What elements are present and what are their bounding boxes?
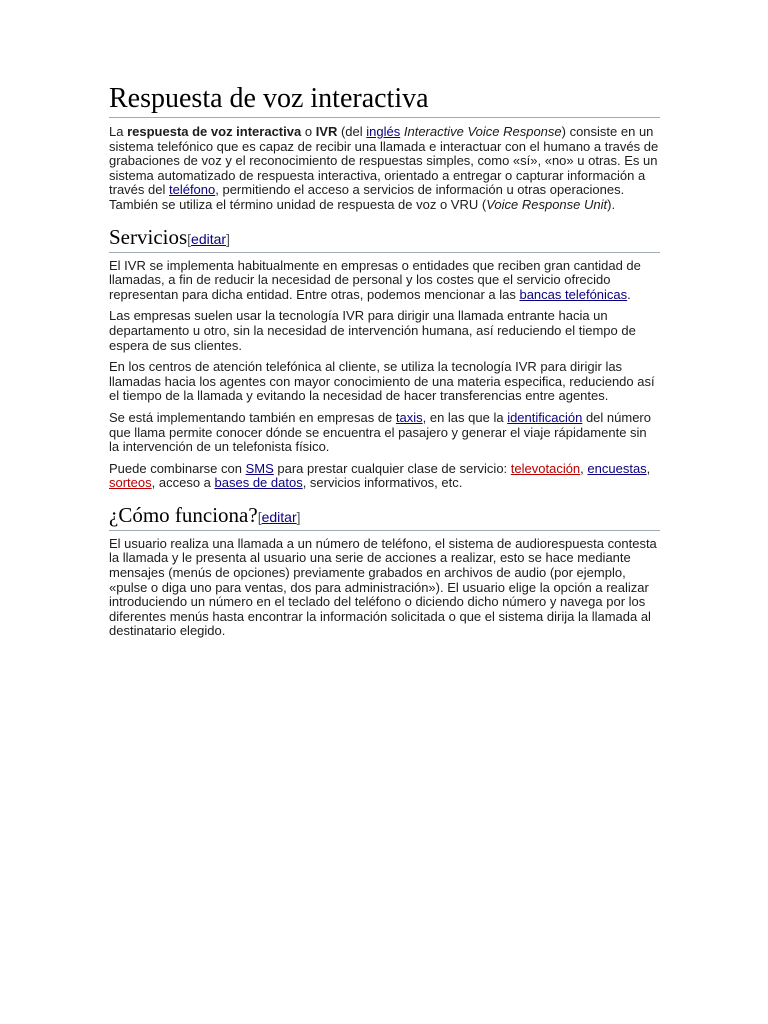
- link-sms[interactable]: SMS: [245, 460, 274, 476]
- bold-term: respuesta de voz interactiva: [127, 124, 302, 139]
- italic-term: Voice Response Unit: [486, 196, 608, 212]
- heading-text: ¿Cómo funciona?: [109, 502, 258, 527]
- edit-link[interactable]: editar: [261, 508, 297, 525]
- text: El IVR se implementa habitualmente en empresas o entidades que reciben gran cantidad de llamadas, a fin de reducir la necesidad de personal y los costes que el servicio ofrecido representan para dicha entidad. Entre otras, podemos mencionar a las: [109, 257, 641, 302]
- link-identificacion[interactable]: identificación: [507, 409, 583, 425]
- link-televotacion[interactable]: televotación: [510, 460, 581, 476]
- section-heading-servicios: [109, 225, 660, 253]
- paragraph: [109, 411, 660, 455]
- paragraph: En los centros de atención telefónica al cliente, se utiliza la tecnología IVR para dirigir las llamadas hacia los agentes con mayor conocimiento de una materia especifica, reduciendo así el tiempo de la llamada y evitando la necesidad de hacer transferencias entre agentes.: [109, 359, 655, 404]
- text: (del: [337, 124, 367, 139]
- bracket: ]: [226, 230, 230, 247]
- text: , permitiendo el acceso a servicios de información u otras operaciones. También se utiliza el término unidad de respuesta de voz o VRU (: [109, 182, 625, 212]
- text: , en las que la: [422, 409, 508, 425]
- edit-section: [187, 231, 230, 247]
- text: Puede combinarse con: [109, 460, 246, 476]
- text: o: [301, 124, 316, 139]
- link-encuestas[interactable]: encuestas: [587, 460, 647, 476]
- link-bancas-telefonicas[interactable]: bancas telefónicas: [519, 286, 628, 302]
- link-taxis[interactable]: taxis: [395, 409, 423, 425]
- paragraph: Las empresas suelen usar la tecnología IVR para dirigir una llamada entrante hacia un departamento u otro, sin la necesidad de intervención humana, así reduciendo el tiempo de espera de sus clientes.: [109, 308, 636, 353]
- edit-section: [258, 509, 301, 525]
- intro-paragraph: [109, 125, 660, 213]
- section-heading-como-funciona: [109, 503, 660, 531]
- heading-text: Servicios: [109, 224, 188, 249]
- text: ,: [646, 460, 651, 476]
- text: Se está implementando también en empresas de: [109, 409, 396, 425]
- text: , servicios informativos, etc.: [302, 475, 463, 491]
- italic-term: Interactive Voice Response: [403, 124, 562, 139]
- edit-link[interactable]: editar: [191, 230, 227, 247]
- link-bases-de-datos[interactable]: bases de datos: [214, 475, 303, 491]
- text: del número que llama permite conocer dónde se encuentra el pasajero y generar el viaje rápidamente sin la intervención de un telefonista físico.: [109, 409, 651, 455]
- text: ,: [580, 460, 588, 476]
- bracket: [: [187, 230, 192, 247]
- paragraph: [109, 259, 660, 303]
- text: para prestar cualquier clase de servicio:: [273, 460, 511, 476]
- link-ingles[interactable]: inglés: [366, 124, 401, 139]
- text: .: [627, 286, 631, 302]
- paragraph: [109, 462, 660, 491]
- text: ) consiste en un sistema telefónico que es capaz de recibir una llamada e interactuar con el humano a través de grabaciones de voz y el reconocimiento de respuestas simples, como «sí», «no» u otras. Es un sistema automatizado de respuesta interactiva, orientado a entregar o capturar información a través del: [109, 124, 659, 198]
- bold-acronym: IVR: [315, 124, 338, 139]
- text: , acceso a: [151, 475, 215, 491]
- text: ).: [607, 196, 616, 212]
- page-title: Respuesta de voz interactiva: [109, 82, 660, 118]
- text: La: [109, 124, 128, 139]
- paragraph: El usuario realiza una llamada a un número de teléfono, el sistema de audiorespuesta contesta la llamada y le presenta al usuario una serie de acciones a realizar, esto se hace mediante mensajes (menús de opciones) previamente grabados en archivos de audio (por ejemplo, «pulse o diga uno para ventas, dos para administración»). El usuario elige la opción a realizar introduciendo un número en el teclado del teléfono o diciendo dicho número y navega por los diferentes menús hasta encontrar la información solicitada o que el sistema dirija la llamada al destinatario elegido.: [109, 535, 657, 639]
- bracket: [: [257, 508, 262, 525]
- bracket: ]: [296, 508, 301, 525]
- link-sorteos[interactable]: sorteos: [109, 475, 152, 491]
- link-telefono[interactable]: teléfono: [168, 182, 216, 198]
- article: [109, 82, 660, 646]
